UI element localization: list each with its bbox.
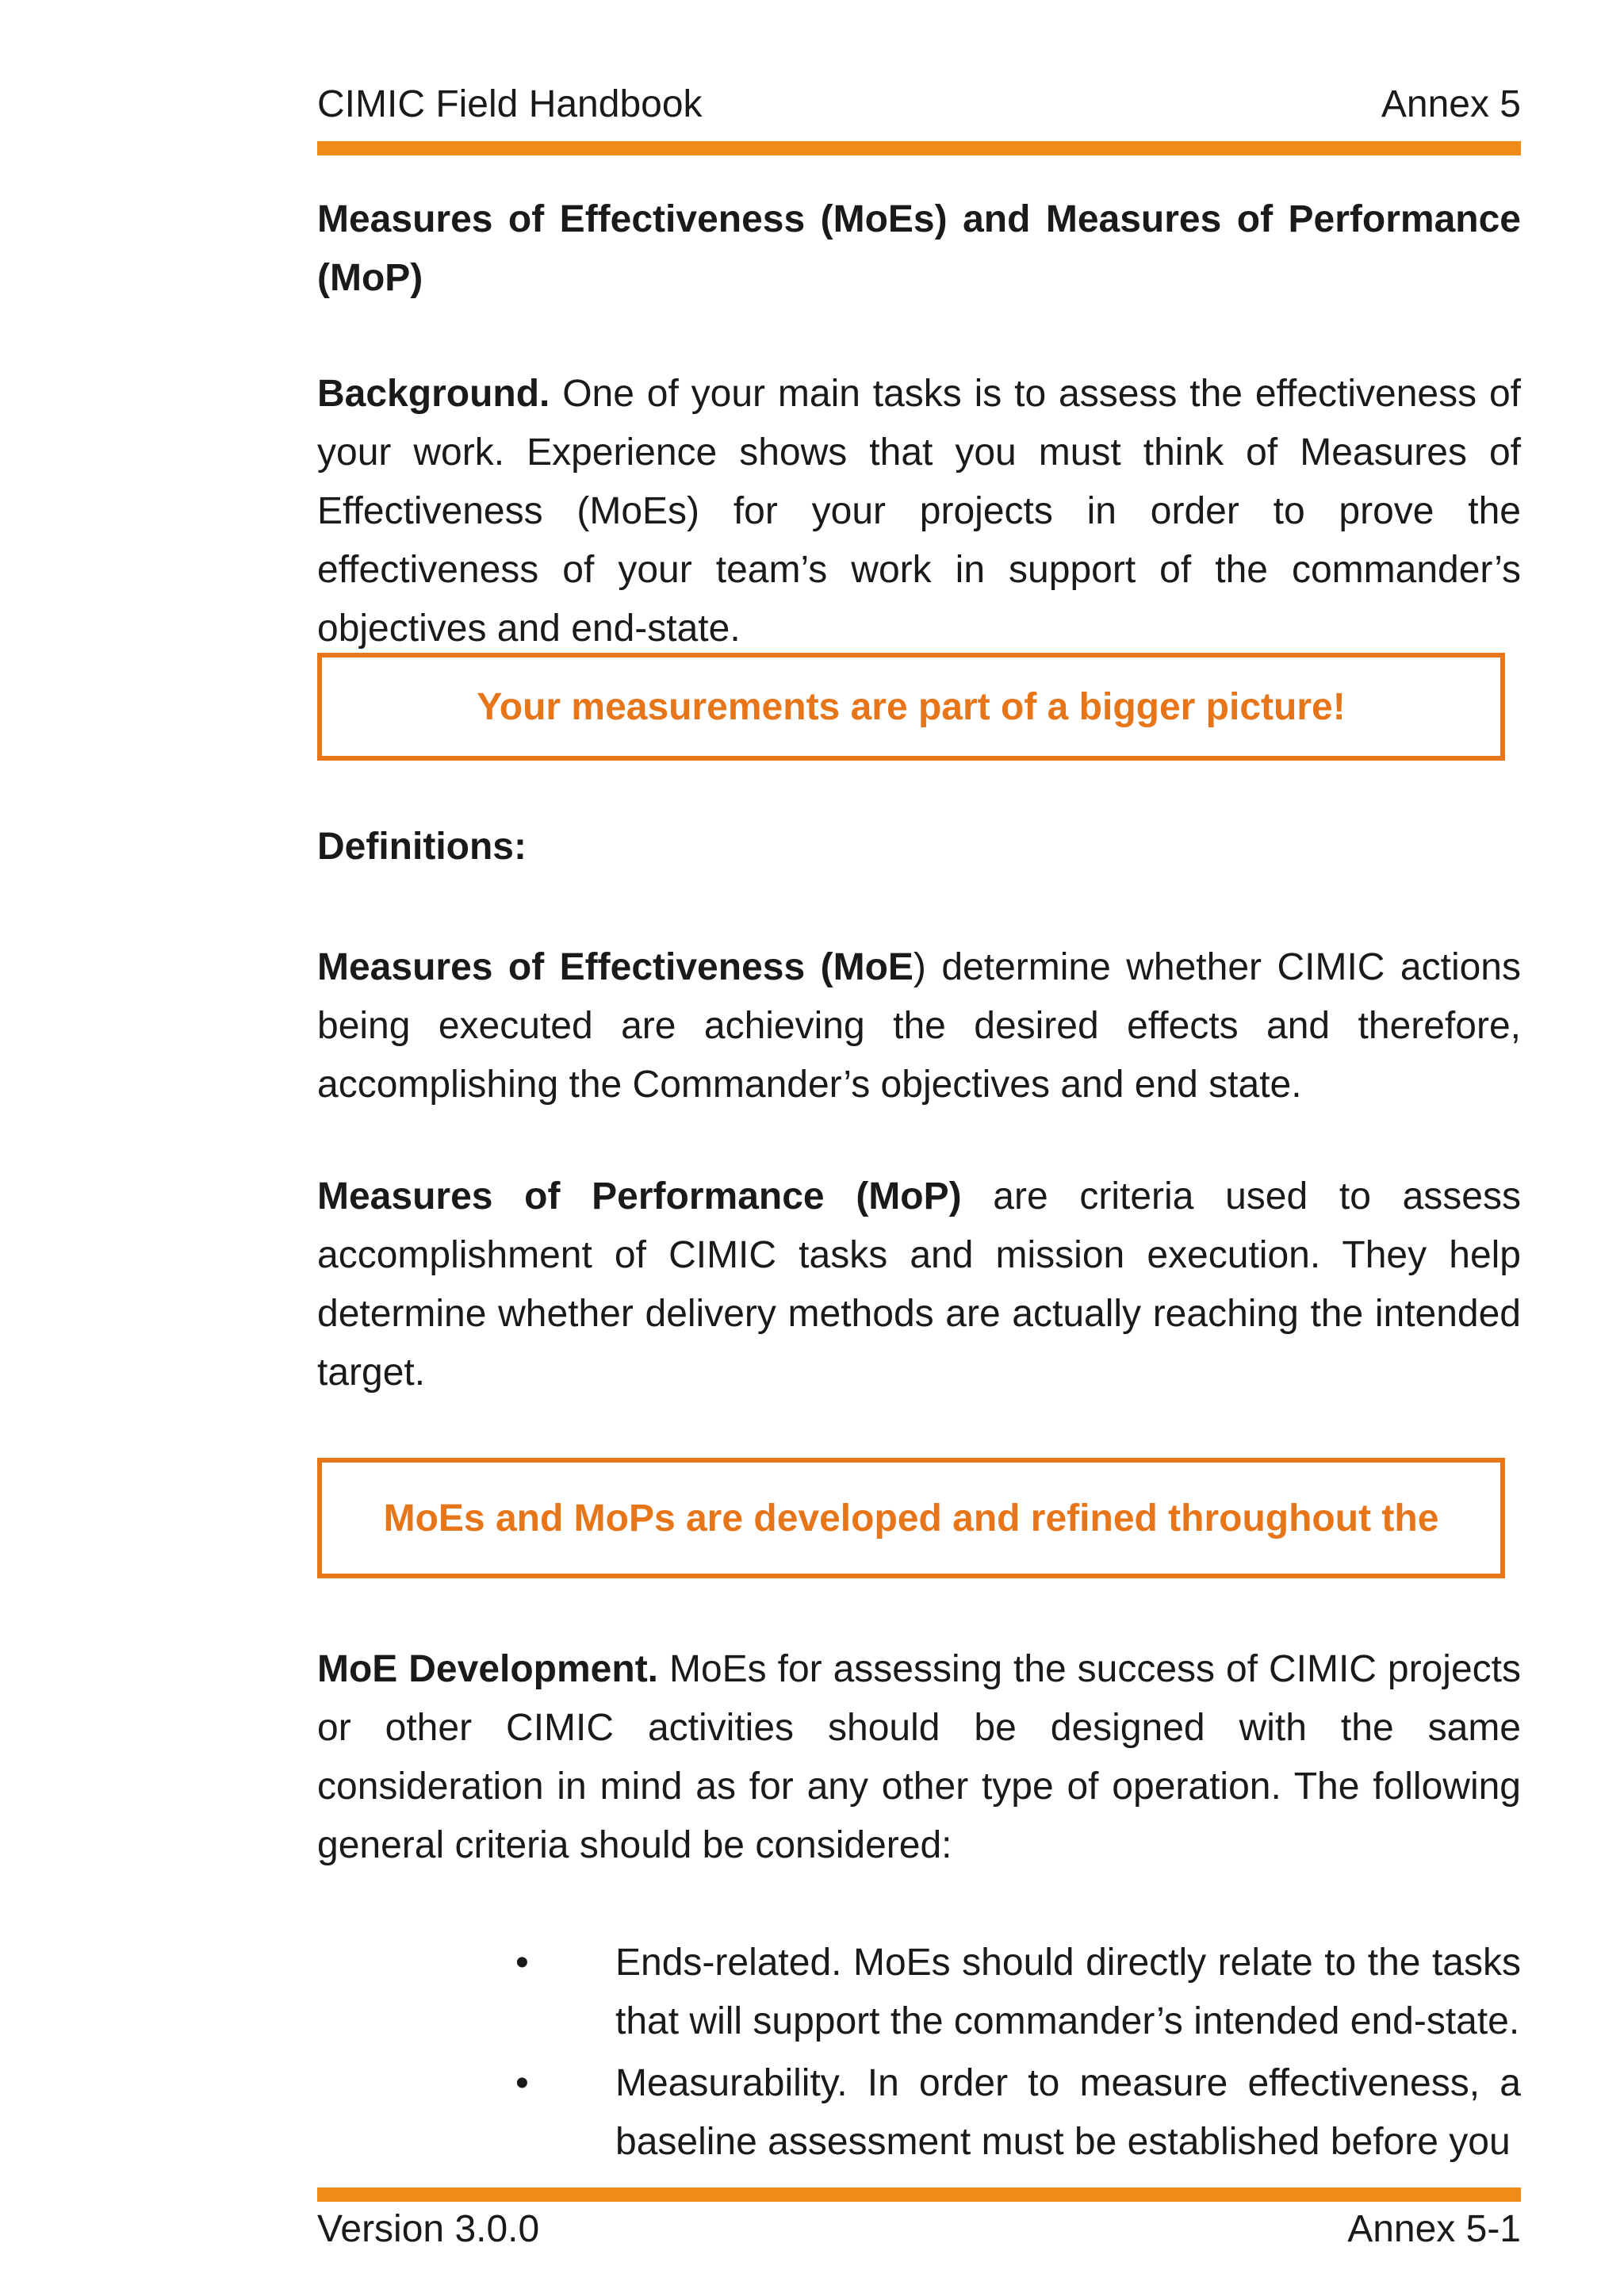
moe-development-paragraph — [317, 1640, 1521, 1875]
criteria-list — [317, 1934, 1521, 2175]
mop-definition-text: are criteria used to assess accomplishment of CIMIC tasks and mission execution. They help determine whether delivery methods are actually reaching the intended target. — [317, 1175, 1521, 1394]
bullet-icon: • — [515, 1942, 529, 1984]
header-title: CIMIC Field Handbook — [317, 82, 703, 125]
mop-definition-lead: Measures of Performance (MoP) — [317, 1175, 962, 1217]
moe-definition-text: ) determine whether CIMIC actions being executed are achieving the desired effects and therefore, accomplishing the Commander’s objectives and end state. — [317, 946, 1521, 1106]
moe-definition-paragraph — [317, 938, 1521, 1114]
mop-definition-paragraph — [317, 1168, 1521, 1402]
moe-development-lead: MoE Development. — [317, 1648, 659, 1690]
list-item — [317, 1934, 1521, 2051]
header-annex: Annex 5 — [1381, 82, 1521, 125]
background-paragraph — [317, 365, 1521, 658]
callout-box-1 — [317, 653, 1505, 761]
list-item-text: Measurability. In order to measure effectiveness, a baseline assessment must be established before you — [615, 2062, 1521, 2163]
section-title: Measures of Effectiveness (MoEs) and Measures of Performance (MoP) — [317, 198, 1521, 299]
list-item-text: Ends-related. MoEs should directly relate to the tasks that will support the commander’s intended end-state. — [615, 1942, 1521, 2042]
bullet-icon: • — [515, 2062, 529, 2104]
page-header — [317, 79, 1521, 128]
background-lead: Background. — [317, 373, 550, 415]
list-item — [317, 2054, 1521, 2172]
callout-box-2 — [317, 1458, 1505, 1578]
callout-text-2: MoEs and MoPs are developed and refined throughout the — [383, 1497, 1439, 1539]
callout-text-1: Your measurements are part of a bigger picture! — [477, 685, 1346, 728]
header-rule — [317, 141, 1521, 155]
footer-version: Version 3.0.0 — [317, 2207, 540, 2250]
footer-rule — [317, 2187, 1521, 2202]
moe-definition-lead: Measures of Effectiveness (MoE — [317, 946, 914, 988]
document-page — [317, 0, 1521, 2289]
background-text: One of your main tasks is to assess the effectiveness of your work. Experience shows that you must think of Measures of Effectiveness (MoEs) for your projects in order to prove the effectiveness of your team’s work in support of the commander’s objectives and end-state. — [317, 373, 1521, 650]
definitions-heading: Definitions: — [317, 826, 527, 868]
footer-page-number: Annex 5-1 — [1347, 2207, 1521, 2250]
page-footer — [317, 2205, 1521, 2253]
moe-development-text: MoEs for assessing the success of CIMIC projects or other CIMIC activities should be designed with the same consideration in mind as for any other type of operation. The following general criteria should be considered: — [317, 1648, 1521, 1866]
